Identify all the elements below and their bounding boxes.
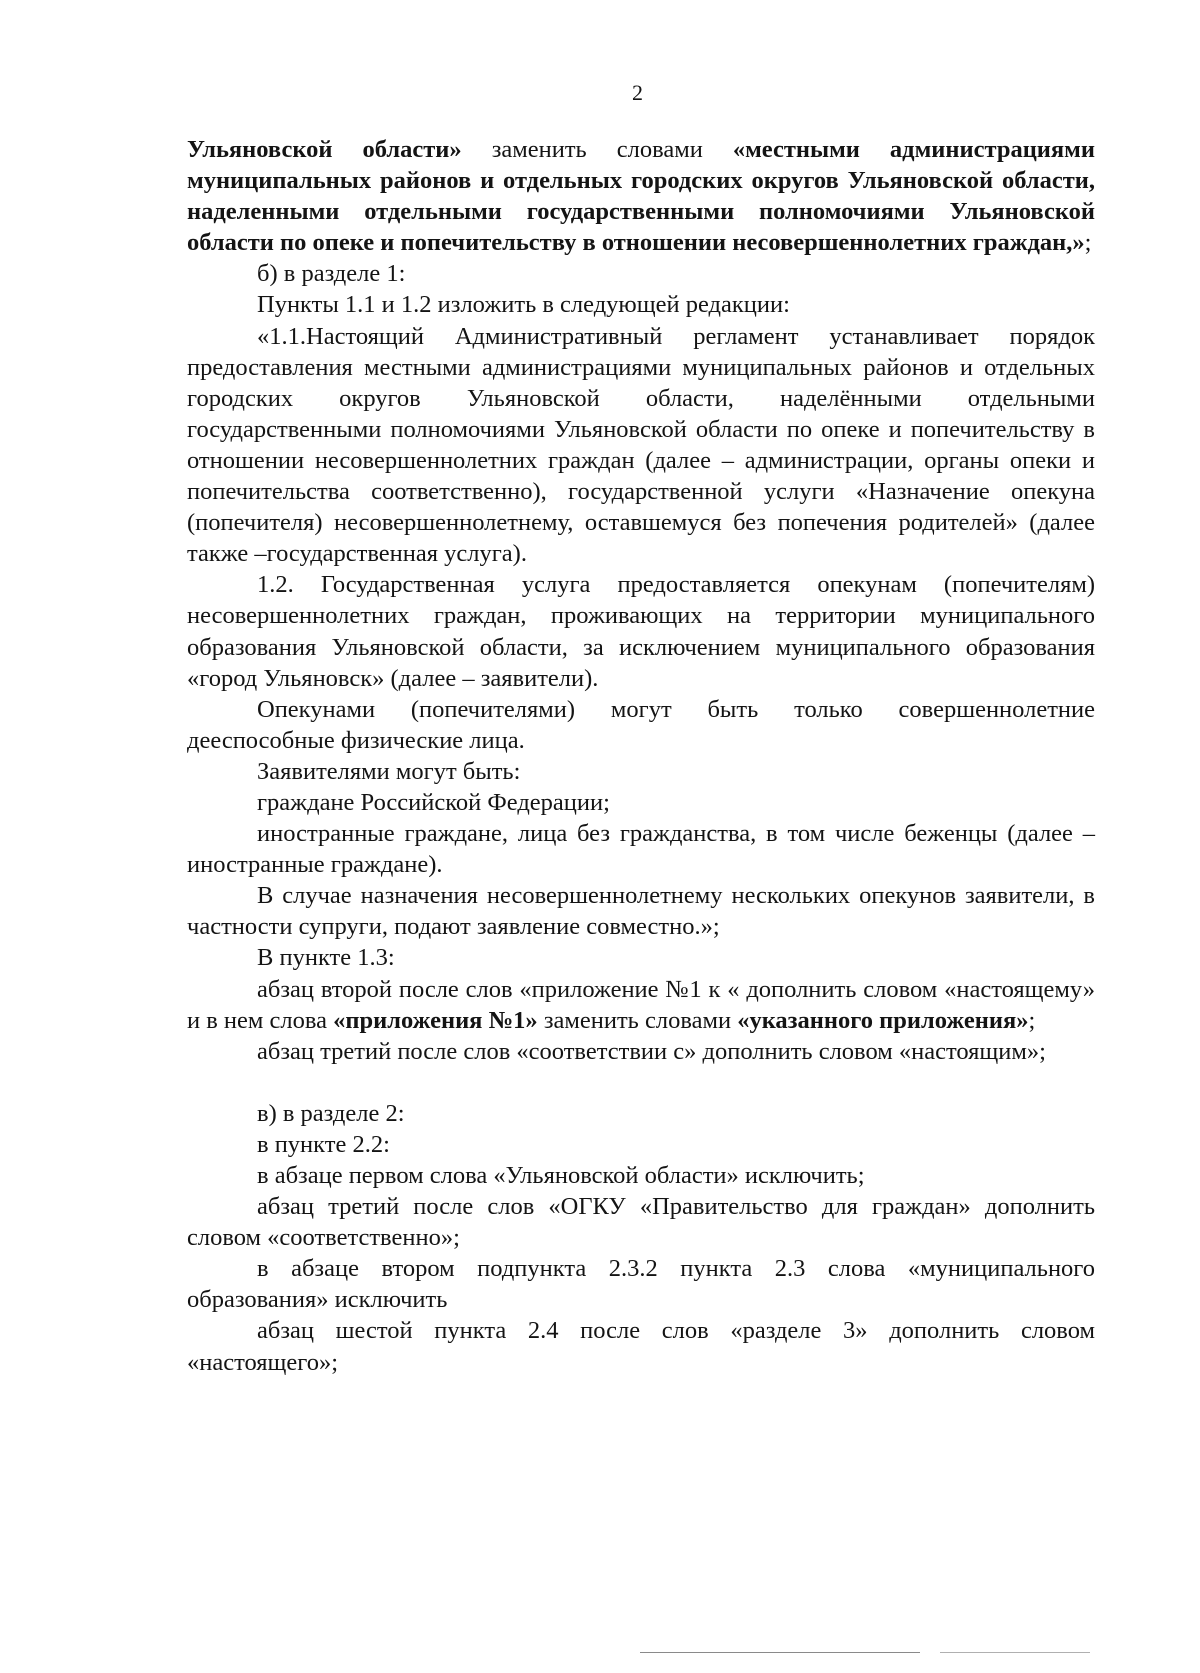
bold-text: «указанного приложения» — [737, 1006, 1029, 1034]
text-fragment: ; — [1084, 229, 1092, 257]
paragraph-clause-2-2-heading: в пункте 2.2: — [257, 1130, 390, 1158]
footer-rule — [940, 1652, 1090, 1653]
paragraph-applicants-citizens: граждане Российской Федерации; — [257, 788, 610, 816]
paragraph-replacement-wording — [187, 134, 1095, 258]
paragraph-applicants-foreigners: иностранные граждане, лица без гражданства, в том числе беженцы (далее – иностранные граждане). — [187, 820, 1095, 879]
text-fragment: ; — [1028, 1006, 1036, 1034]
paragraph-clause-1-3-third: абзац третий после слов «соответствии с» дополнить словом «настоящим»; — [257, 1037, 1046, 1065]
paragraph-clause-2-4: абзац шестой пункта 2.4 после слов «разделе 3» дополнить словом «настоящего»; — [187, 1317, 1095, 1376]
page-number: 2 — [632, 80, 643, 105]
paragraph-clause-2-2-third: абзац третий после слов «ОГКУ «Правительство для граждан» дополнить словом «соответственно»; — [187, 1193, 1095, 1252]
paragraph-guardians: Опекунами (попечителями) могут быть только совершеннолетние дееспособные физические лица. — [187, 695, 1095, 754]
bold-text: «приложения №1» — [333, 1006, 538, 1034]
paragraph-items-intro: Пункты 1.1 и 1.2 изложить в следующей редакции: — [257, 291, 790, 319]
paragraph-clause-1-1: «1.1.Настоящий Административный регламент устанавливает порядок предоставления местными администрациями муниципальных районов и отдельных городских округов Ульяновской области, наделёнными отдельными государственными полномочиями Ульяновской области по опеке и попечительству в отношении несовершеннолетних граждан (далее – администрации, органы опеки и попечительства соответственно), государственной услуги «Назначение опекуна (попечителя) несовершеннолетнему, оставшемуся без попечения родителей» (далее также –государственная услуга). — [187, 322, 1095, 568]
paragraph-clause-1-3-second — [187, 974, 1095, 1036]
bold-text: Ульяновской области» — [187, 136, 462, 163]
document-body — [187, 134, 1095, 1378]
blank-line — [187, 1067, 1095, 1098]
text-fragment: заменить словами — [537, 1006, 738, 1034]
paragraph-clause-2-3-2: в абзаце втором подпункта 2.3.2 пункта 2.3 слова «муниципального образования» исключить — [187, 1255, 1095, 1314]
bold-text: «местными администрациями муниципальных районов и отдельных городских округов Ульяновской области, наделенными отдельными государственными полномочиями Ульяновской области по опеке и попечительству в отношении несовершеннолетних граждан,» — [187, 136, 1095, 257]
paragraph-clause-2-2-first: в абзаце первом слова «Ульяновской области» исключить; — [257, 1162, 865, 1189]
paragraph-section-2-heading: в) в разделе 2: — [257, 1099, 405, 1127]
footer-rule — [640, 1652, 920, 1653]
paragraph-applicants-intro: Заявителями могут быть: — [257, 757, 521, 785]
paragraph-joint-application: В случае назначения несовершеннолетнему нескольких опекунов заявители, в частности супруги, подают заявление совместно.»; — [187, 882, 1095, 941]
text-fragment: абзац второй после слов «приложение №1 к « дополнить словом «настоящему» и в нем слова — [187, 975, 1095, 1034]
paragraph-clause-1-3-heading: В пункте 1.3: — [257, 944, 395, 972]
paragraph-clause-1-2: 1.2. Государственная услуга предоставляется опекунам (попечителям) несовершеннолетних граждан, проживающих на территории муниципального образования Ульяновской области, за исключением муниципального образования «город Ульяновск» (далее – заявители). — [187, 571, 1095, 692]
paragraph-section-1-heading: б) в разделе 1: — [257, 260, 406, 288]
text-fragment: заменить словами — [461, 136, 733, 163]
